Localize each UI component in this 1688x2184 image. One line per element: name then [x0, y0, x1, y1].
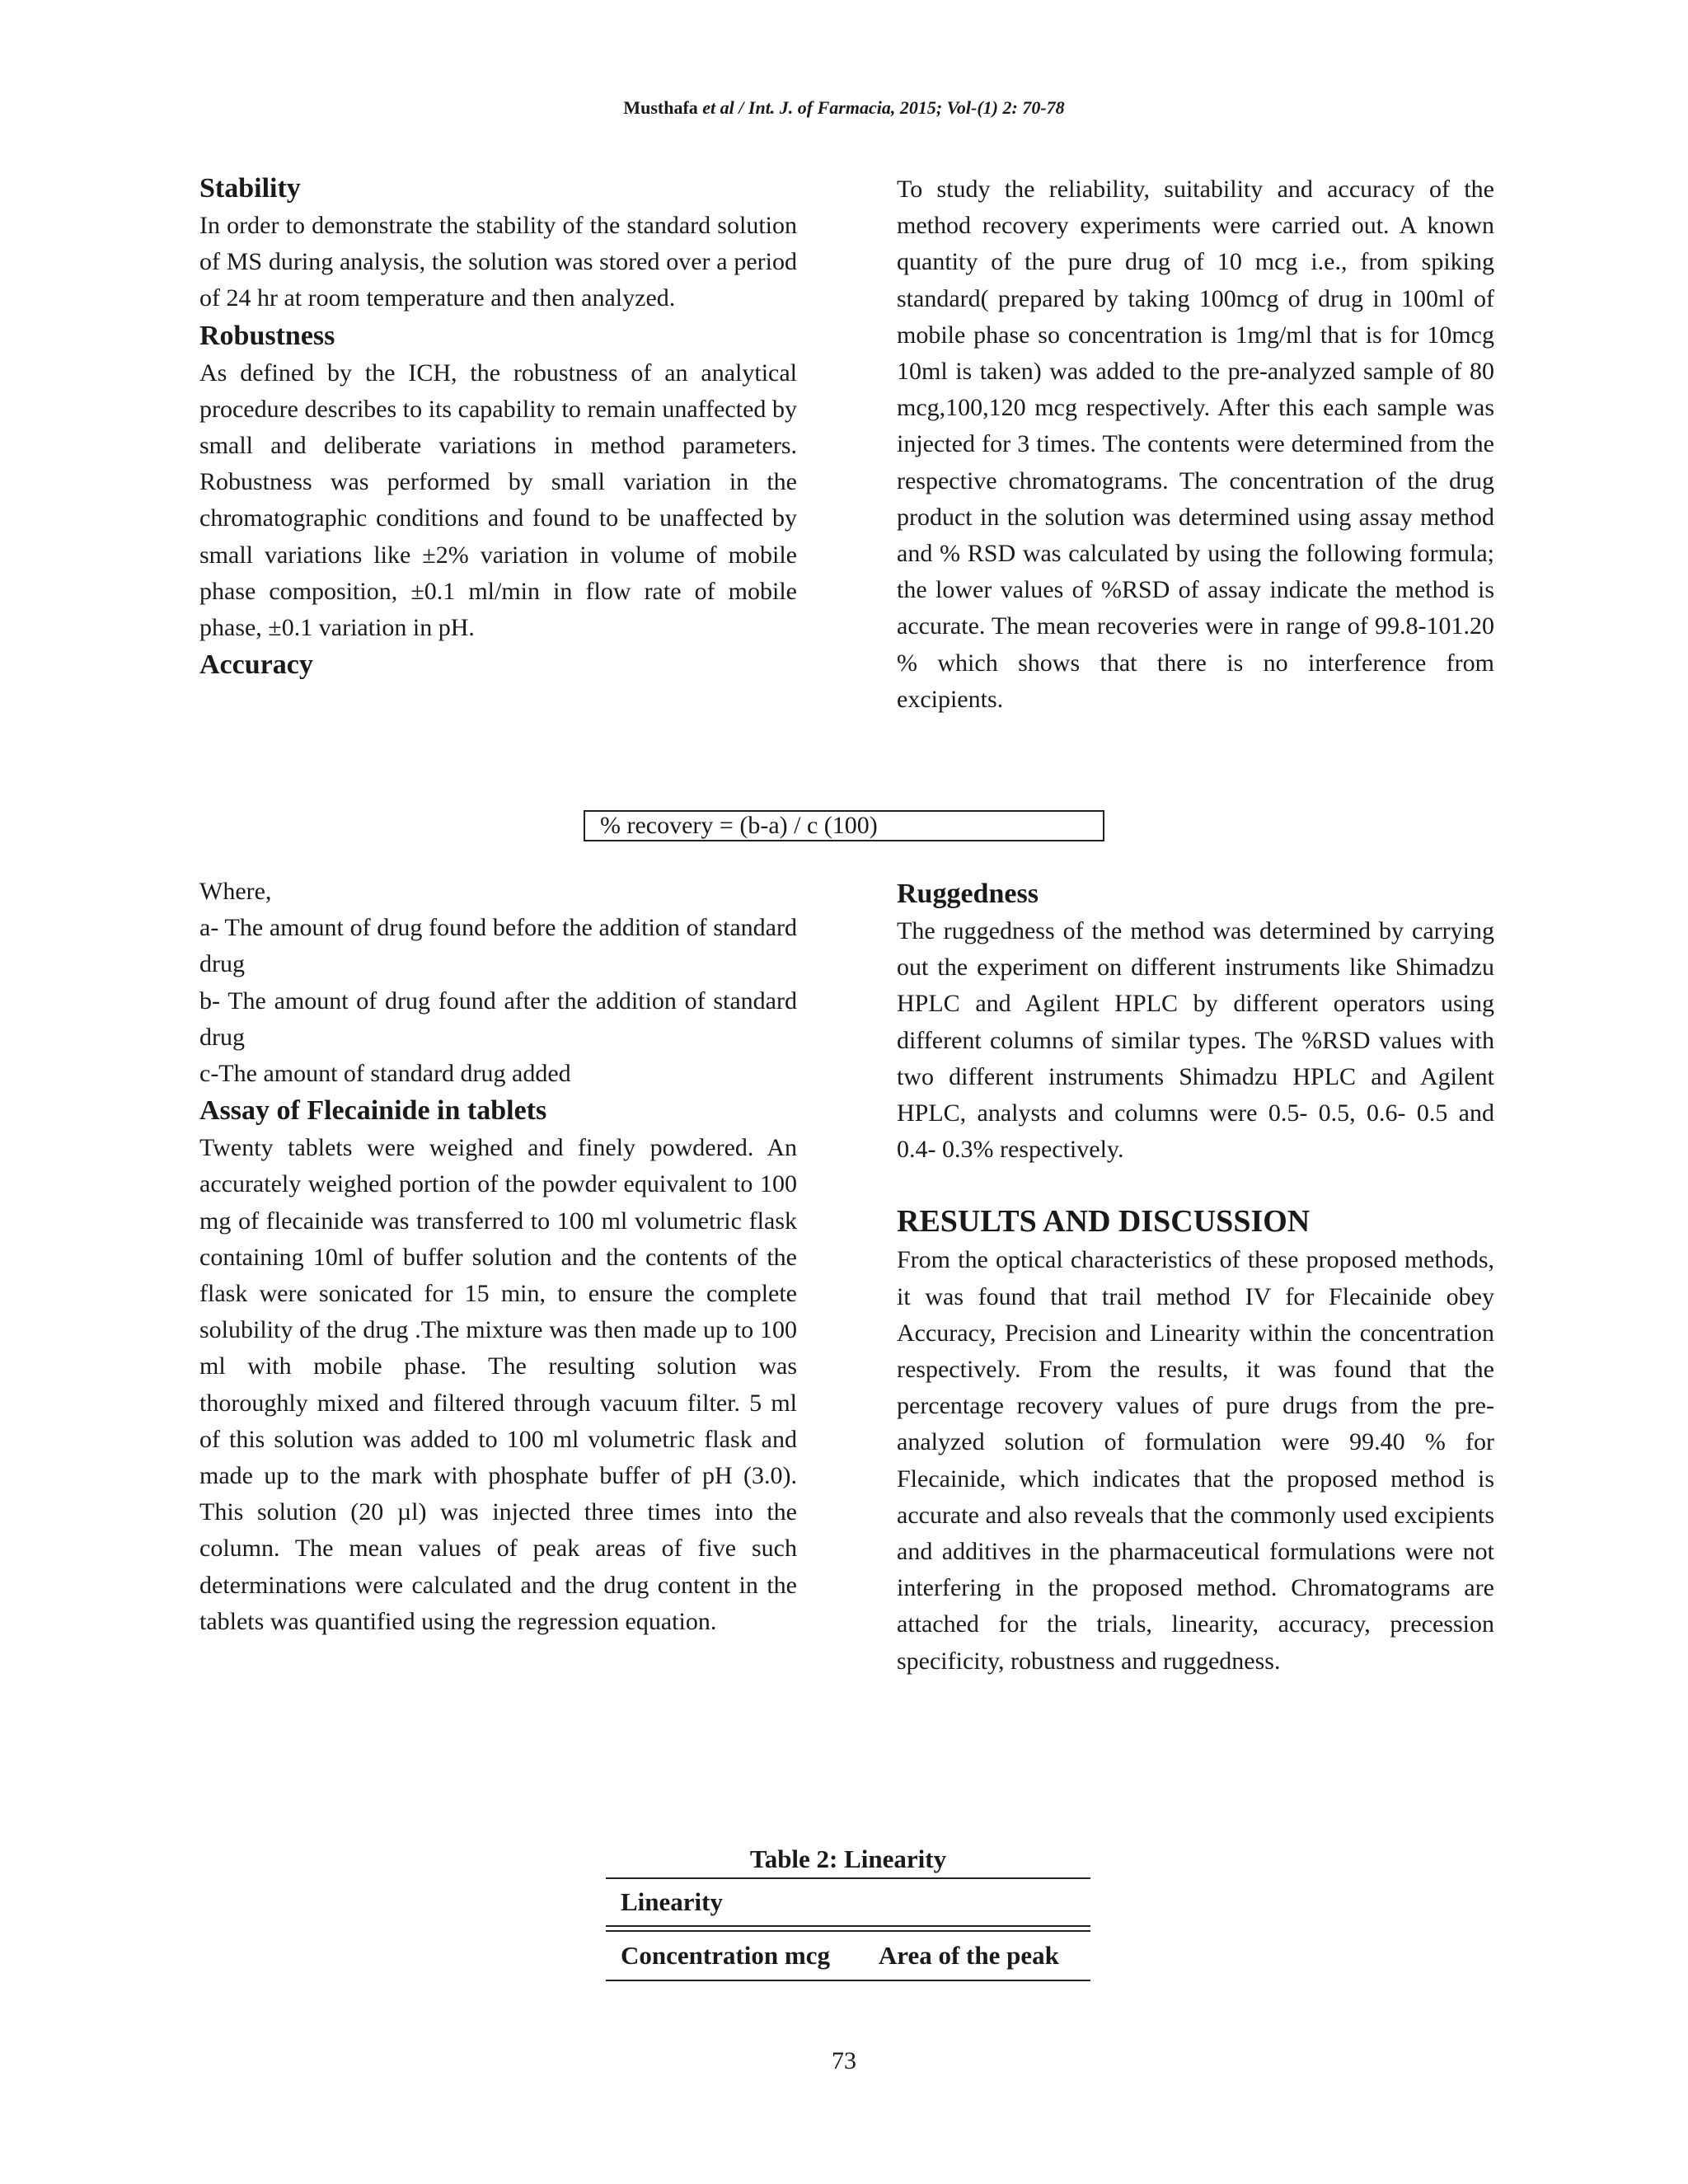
- ruggedness-paragraph: The ruggedness of the method was determined by carrying out the experiment on different instruments like Shimadzu HPLC and Agilent HPLC by different operators using different columns of similar types. The %RSD values with two different instruments Shimadzu HPLC and Agilent HPLC, analysts and columns were 0.5- 0.5, 0.6- 0.5 and 0.4- 0.3% respectively.: [897, 917, 1494, 1164]
- where-item-b: b- The amount of drug found after the addition of standard drug: [199, 987, 797, 1051]
- stability-heading: Stability: [199, 173, 301, 204]
- robustness-paragraph: As defined by the ICH, the robustness of an analytical procedure describes to its capability to remain unaffected by small and deliberate variations in method parameters. Robustness was performed by small variation in the chromatographic conditions and found to be unaffected by small variations like ±2% variation in volume of mobile phase composition, ±0.1 ml/min in flow rate of mobile phase, ±0.1 variation in pH.: [199, 359, 797, 642]
- right-column-top: [897, 171, 1494, 718]
- ruggedness-heading: Ruggedness: [897, 879, 1039, 909]
- table-group-header-row: [606, 1878, 1090, 1926]
- stability-paragraph: In order to demonstrate the stability of the standard solution of MS during analysis, the solution was stored over a period of 24 hr at room temperature and then analyzed.: [199, 212, 797, 312]
- where-label: Where,: [199, 878, 272, 905]
- table-header-row: [606, 1931, 1090, 1980]
- running-head-etal: et al: [702, 97, 734, 118]
- running-head: [0, 97, 1688, 119]
- accuracy-paragraph: To study the reliability, suitability and accuracy of the method recovery experiments were carried out. A known quantity of the pure drug of 10 mcg i.e., from spiking standard( prepared by taking 100mcg of drug in 100ml of mobile phase so concentration is 1mg/ml that is for 10mcg 10ml is taken) was added to the pre-analyzed sample of 80 mcg,100,120 mcg respectively. After this each sample was injected for 3 times. The contents were determined from the respective chromatograms. The concentration of the drug product in the solution was determined using assay method and % RSD was calculated by using the following formula; the lower values of %RSD of assay indicate the method is accurate. The mean recoveries were in range of 99.8-101.20 % which shows that there is no interference from excipients.: [897, 176, 1494, 713]
- assay-heading: Assay of Flecainide in tablets: [199, 1095, 547, 1127]
- running-head-journal: / Int. J. of Farmacia, 2015; Vol-(1) 2: 70-78: [734, 97, 1065, 118]
- right-column-bottom: [897, 875, 1494, 1680]
- recovery-formula-box: % recovery = (b-a) / c (100): [584, 810, 1104, 841]
- assay-paragraph: Twenty tablets were weighed and finely powdered. An accurately weighed portion of the powder equivalent to 100 mg of flecainide was transferred to 100 ml volumetric flask containing 10ml of buffer solution and the contents of the flask were sonicated for 15 min, to ensure the complete solubility of the drug .The mixture was then made up to 100 ml with mobile phase. The resulting solution was thoroughly mixed and filtered through vacuum filter. 5 ml of this solution was added to 100 ml volumetric flask and made up to the mark with phosphate buffer of pH (3.0). This solution (20 µl) was injected three times into the column. The mean values of peak areas of five such determinations were calculated and the drug content in the tablets was quantified using the regression equation.: [199, 1134, 797, 1635]
- left-column-top: [199, 170, 797, 684]
- robustness-heading: Robustness: [199, 320, 335, 351]
- where-item-c: c-The amount of standard drug added: [199, 1060, 571, 1088]
- column-header-area: Area of the peak: [864, 1931, 1090, 1980]
- table-group-header: Linearity: [606, 1878, 1090, 1926]
- results-paragraph: From the optical characteristics of these proposed methods, it was found that trail method IV for Flecainide obey Accuracy, Precision and Linearity within the concentration respectively. From the results, it was found that the percentage recovery values of pure drugs from the pre-analyzed solution of formulation were 99.40 % for Flecainide, which indicates that the proposed method is accurate and also reveals that the commonly used excipients and additives in the pharmaceutical formulations were not interfering in the proposed method. Chromatograms are attached for the trials, linearity, accuracy, precession specificity, robustness and ruggedness.: [897, 1246, 1494, 1675]
- results-heading: RESULTS AND DISCUSSION: [897, 1204, 1311, 1240]
- column-header-concentration: Concentration mcg: [606, 1931, 864, 1980]
- table-caption: Table 2: Linearity: [749, 1844, 947, 1873]
- running-head-author: Musthafa: [623, 97, 703, 118]
- left-column-bottom: [199, 874, 797, 1640]
- page-number: 73: [832, 2047, 856, 2074]
- linearity-table: [606, 1877, 1090, 1981]
- accuracy-heading: Accuracy: [199, 649, 313, 681]
- where-item-a: a- The amount of drug found before the addition of standard drug: [199, 914, 797, 978]
